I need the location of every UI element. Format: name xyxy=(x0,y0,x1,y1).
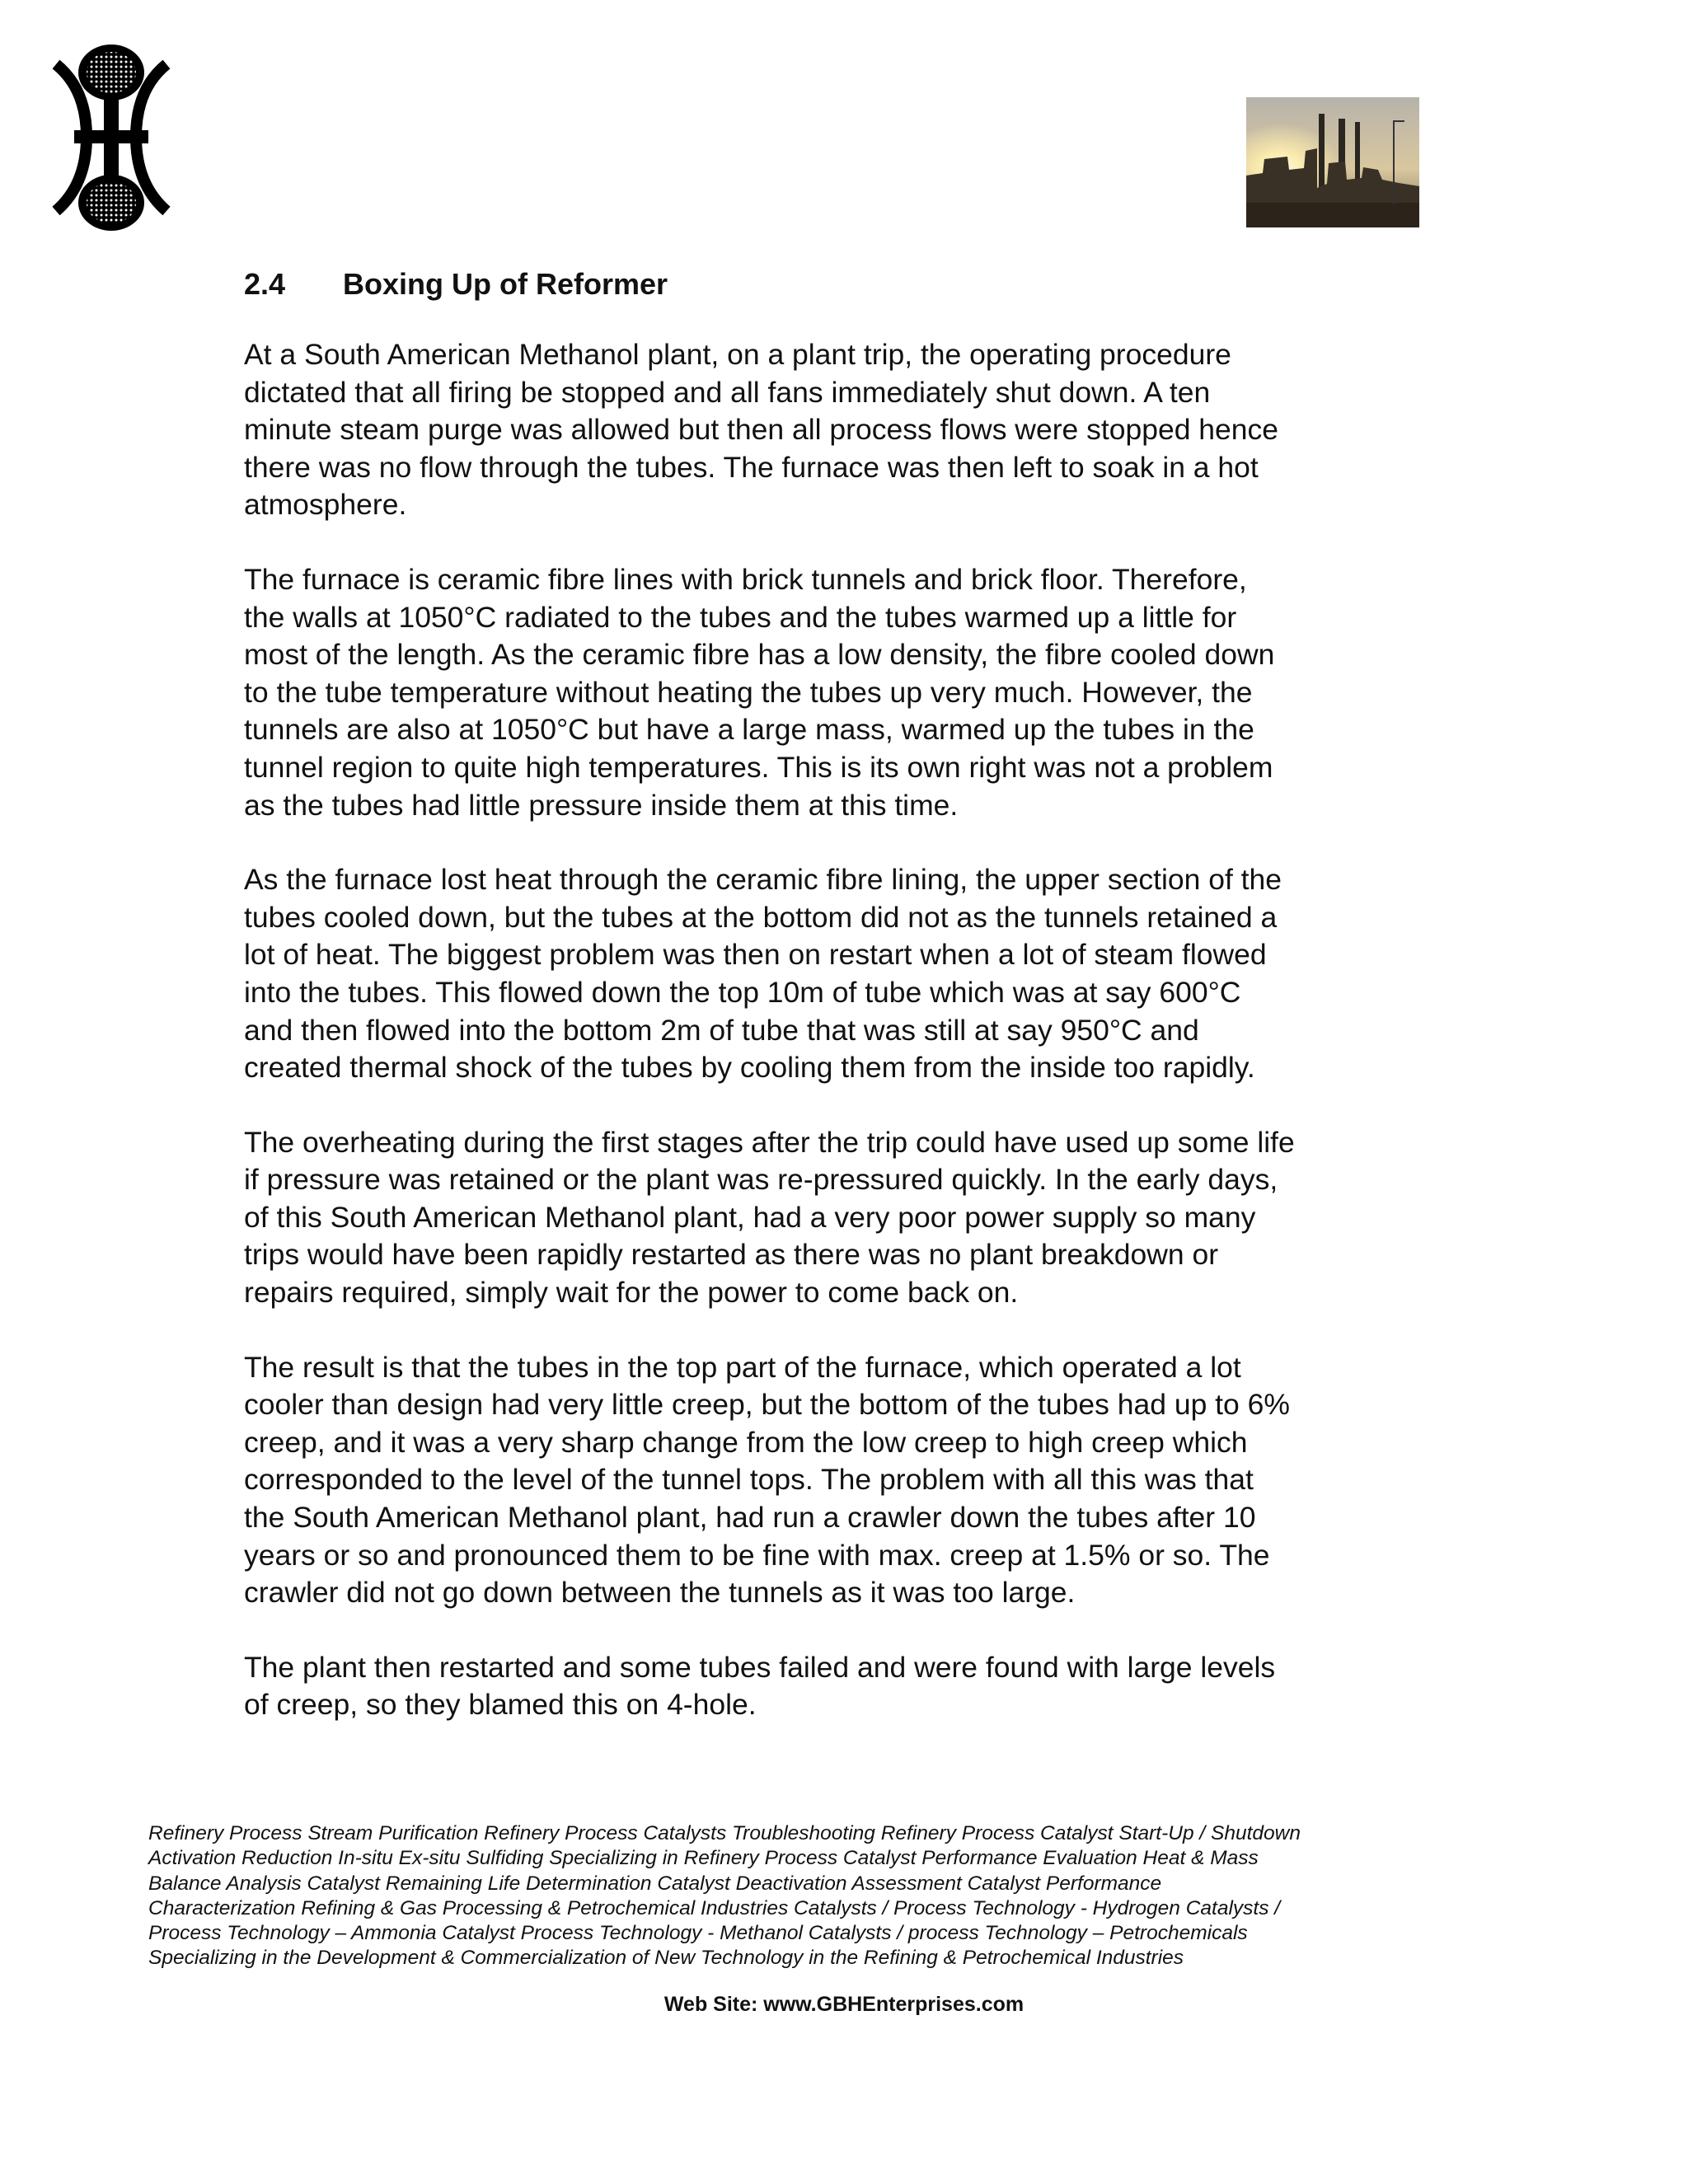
section-title: Boxing Up of Reformer xyxy=(343,267,668,301)
footer-services-text: Refinery Process Stream Purification Refinery Process Catalysts Troubleshooting Refinery Process Catalyst Start-Up / Shutdown Activation Reduction In-situ Ex-situ Sulfiding Specializing in Refinery Process Catalyst Performance Evaluation Heat & Mass Balance Analysis Catalyst Remaining Life Determination Catalyst Deactivation Assessment Catalyst Performance Characterization Refining & Gas Processing & Petrochemical Industries Catalysts / Process Technology - Hydrogen Catalysts / Process Technology – Ammonia Catalyst Process Technology - Methanol Catalysts / process Technology – Petrochemicals Specializing in the Development & Commercialization of New Technology in the Refining & Petrochemical Industries xyxy=(148,1822,1301,1970)
document-body xyxy=(244,265,1447,1761)
footer-website: Web Site: www.GBHEnterprises.com xyxy=(663,1993,1025,2016)
paragraph: The overheating during the first stages after the trip could have used up some life if pressure was retained or the plant was re-pressured quickly. In the early days, of this South American Methanol plant, had a very poor power supply so many trips would have been rapidly restarted as there was no plant breakdown or repairs required, simply wait for the power to come back on. xyxy=(244,1125,1295,1310)
section-heading xyxy=(244,265,1447,303)
refinery-sunset-photo xyxy=(1246,97,1419,227)
paragraph: The plant then restarted and some tubes failed and were found with large levels of creep, so they blamed this on 4-hole. xyxy=(244,1650,1276,1722)
paragraph: As the furnace lost heat through the ceramic fibre lining, the upper section of the tubes cooled down, but the tubes at the bottom did not as the tunnels retained a lot of heat. The biggest problem was then on restart when a lot of steam flowed into the tubes. This flowed down the top 10m of tube which was at say 600°C and then flowed into the bottom 2m of tube that was still at say 950°C and created thermal shock of the tubes by cooling them from the inside too rapidly. xyxy=(244,863,1282,1085)
section-number: 2.4 xyxy=(244,267,286,301)
paragraph: At a South American Methanol plant, on a plant trip, the operating procedure dictated that all firing be stopped and all fans immediately shut down. A ten minute steam purge was allowed but then all process flows were stopped hence there was no flow through the tubes. The furnace was then left to soak in a hot atmosphere. xyxy=(244,338,1279,522)
gbh-logo-icon xyxy=(49,40,173,237)
paragraph: The result is that the tubes in the top part of the furnace, which operated a lot cooler than design had very little creep, but the bottom of the tubes had up to 6% creep, and it was a very sharp change from the low creep to high creep which corresponded to the level of the tunnel tops. The problem with all this was that the South American Methanol plant, had run a crawler down the tubes after 10 years or so and pronounced them to be fine with max. creep at 1.5% or so. The crawler did not go down between the tunnels as it was too large. xyxy=(244,1350,1290,1610)
paragraph: The furnace is ceramic fibre lines with brick tunnels and brick floor. Therefore, the walls at 1050°C radiated to the tubes and the tubes warmed up a little for most of the length. As the ceramic fibre has a low density, the fibre cooled down to the tube temperature without heating the tubes up very much. However, the tunnels are also at 1050°C but have a large mass, warmed up the tubes in the tunnel region to quite high temperatures. This is its own right was not a problem as the tubes had little pressure inside them at this time. xyxy=(244,562,1275,822)
